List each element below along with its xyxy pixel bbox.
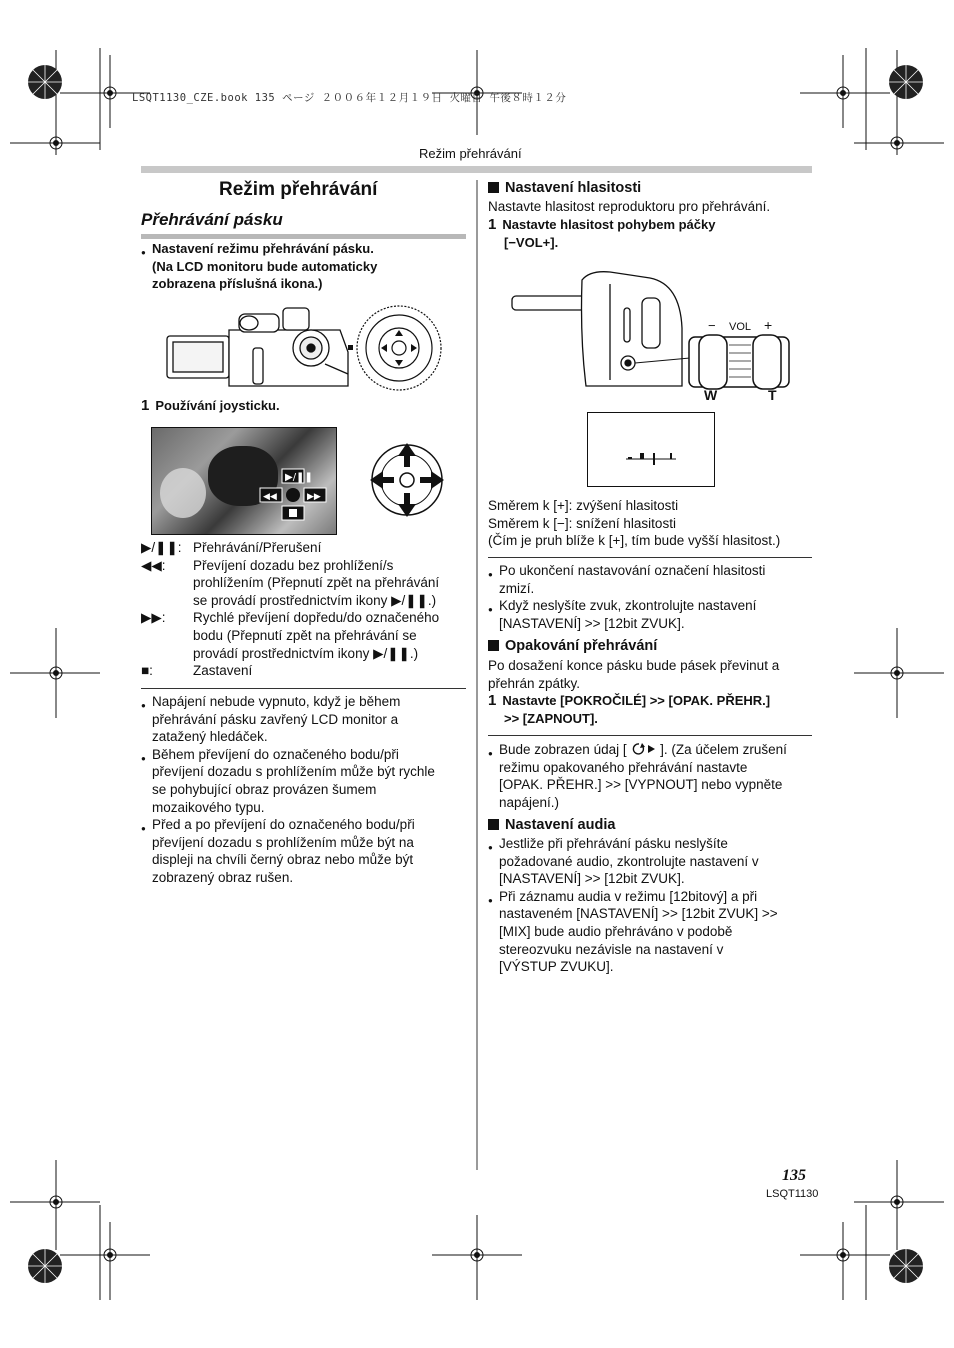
camcorder-side-illustration: [510, 268, 690, 393]
intro-line: ● Nastavení režimu přehrávání pásku.: [152, 241, 374, 256]
note-item: [488, 741, 814, 811]
note-line: [OPAK. PŘEHR.] >> [VYPNOUT] nebo vypněte: [499, 777, 783, 793]
def-text: prohlížením (Přepnutí zpět na přehrávání: [193, 575, 440, 591]
intro-line: zobrazena příslušná ikona.): [152, 276, 323, 291]
volume-lever-icon: [687, 333, 792, 391]
note-item: [488, 597, 812, 632]
note-line: ● Po ukončení nastavování označení hlasitosti: [499, 563, 766, 578]
note-line: požadované audio, zkontrolujte nastavení v: [499, 853, 759, 869]
page-title: Režim přehrávání: [219, 179, 378, 200]
note-line: [NASTAVENÍ] >> [12bit ZVUK].: [499, 615, 685, 631]
repeat-heading: Opakování přehrávání: [488, 638, 657, 654]
def-fast-forward: [141, 609, 466, 662]
print-header: LSQT1130_CZE.book 135 ページ ２００６年１２月１９日 火曜日 午後８時１２分: [132, 92, 567, 104]
intro-note: [141, 240, 472, 293]
divider: [141, 688, 466, 689]
lever-t-label: T: [768, 387, 777, 403]
svg-text:▶/❚❚: ▶/❚❚: [285, 472, 313, 483]
lever-plus-label: +: [764, 317, 773, 333]
note-line: ● Při záznamu audia v režimu [12bitový] a při: [499, 888, 758, 904]
playback-notes: [141, 693, 466, 887]
step-1: [141, 397, 280, 415]
desc-line: Směrem k [+]: zvýšení hlasitosti: [488, 498, 679, 513]
def-text: Převíjení dozadu bez prohlížení/s: [193, 557, 394, 573]
note-line: se pohybující obraz provázen šumem: [152, 781, 377, 797]
note-line: mozaikového typu.: [152, 799, 265, 815]
svg-text:▶▶: ▶▶: [307, 492, 321, 502]
def-text: bodu (Přepnutí zpět na přehrávání se: [193, 627, 417, 643]
note-line: ● Napájení nebude vypnuto, když je během: [152, 694, 401, 709]
note-line: ● Během převíjení do označeného bodu/při: [152, 746, 399, 762]
note-line: převíjení dozadu s prohlížením může být rychle: [152, 764, 435, 780]
note-line: [VÝSTUP ZVUKU].: [499, 959, 614, 975]
step-text: Nastavte [POKROČILÉ] >> [OPAK. PŘEHR.]: [502, 693, 771, 708]
note-line: [MIX] bude audio přehráváno v podobě: [499, 923, 733, 939]
note-line: [NASTAVENÍ] >> [12bit ZVUK].: [499, 871, 685, 887]
def-play-pause: [141, 539, 466, 557]
control-definitions: [141, 539, 466, 680]
step-number: 1: [488, 692, 497, 709]
note-item: [141, 693, 466, 746]
step-text: [−VOL+].: [504, 234, 559, 250]
note-item: [488, 835, 814, 888]
def-text: Rychlé převíjení dopředu/do označeného: [193, 610, 440, 626]
step-number: 1: [141, 397, 150, 414]
note-line: ● Když neslyšíte zvuk, zkontrolujte nastavení: [499, 598, 757, 614]
note-text: Bude zobrazen údaj [: [499, 742, 627, 757]
def-key: ▶▶:: [141, 610, 166, 626]
note-item: [141, 746, 466, 816]
step-number: 1: [488, 216, 497, 233]
note-line: ● Před a po převíjení do označeného bodu/při: [152, 817, 415, 833]
section-underline: [141, 234, 466, 239]
desc-line: (Čím je pruh blíže k [+], tím bude vyšší hlasitost.): [488, 533, 781, 549]
section-title: Přehrávání pásku: [141, 210, 283, 229]
repeat-notes: [488, 741, 814, 811]
note-item: [488, 562, 812, 597]
step-text: Používání joysticku.: [155, 398, 280, 413]
def-key: ▶/❚❚:: [141, 540, 182, 555]
note-line: přehrávání pásku zavřený LCD monitor a: [152, 711, 399, 727]
note-line: převíjení dozadu s prohlížením může být na: [152, 834, 414, 850]
page-number: 135: [782, 1167, 806, 1184]
lever-w-label: W: [704, 387, 718, 403]
volume-intro: Nastavte hlasitost reproduktoru pro přehrávání.: [488, 199, 771, 214]
flower-shape: [160, 468, 206, 518]
note-line: zmizí.: [499, 580, 535, 596]
svg-text:◀◀: ◀◀: [263, 492, 277, 502]
header-bar: [141, 166, 812, 173]
camcorder-illustration: [165, 302, 445, 394]
note-text: ]. (Za účelem zrušení: [660, 742, 787, 757]
volume-display-screen: [587, 412, 715, 487]
note-line: ● Jestliže při přehrávání pásku neslyšíte: [499, 836, 728, 851]
def-text: Zastavení: [193, 663, 253, 679]
def-text: se provádí prostřednictvím ikony ▶/❚❚.): [193, 592, 437, 608]
def-key: ◀◀:: [141, 557, 166, 573]
volume-heading: Nastavení hlasitosti: [488, 180, 641, 196]
def-text: Přehrávání/Přerušení: [193, 540, 322, 555]
divider: [488, 735, 812, 736]
desc-line: Směrem k [−]: snížení hlasitosti: [488, 515, 676, 531]
note-line: zatažený hledáček.: [152, 729, 268, 745]
note-line: stereozvuku nezávisle na nastavení v: [499, 941, 724, 957]
note-line: displeji na chvíli černý obraz nebo může být: [152, 852, 414, 868]
intro-line: Po dosažení konce pásku bude pásek převinut a: [488, 658, 780, 673]
intro-line: (Na LCD monitoru bude automaticky: [152, 258, 378, 274]
note-item: [488, 888, 814, 976]
column-divider: [476, 180, 478, 1170]
def-text: provádí prostřednictvím ikony ▶/❚❚.): [193, 645, 419, 661]
note-line: napájení.): [499, 794, 560, 810]
repeat-step-1: [488, 692, 818, 727]
divider: [488, 557, 812, 558]
volume-bar-icon: [588, 413, 714, 486]
note-line: [499, 741, 814, 759]
volume-description: [488, 497, 818, 550]
note-item: [141, 816, 466, 886]
step-text: >> [ZAPNOUT].: [504, 710, 598, 726]
running-header: Režim přehrávání: [419, 146, 522, 161]
def-key: ■:: [141, 663, 153, 679]
model-code: LSQT1130: [766, 1188, 819, 1200]
note-line: nastaveném [NASTAVENÍ] >> [12bit ZVUK] >>: [499, 906, 778, 922]
def-stop: [141, 662, 466, 680]
audio-notes: [488, 835, 814, 976]
joystick-icon: [369, 441, 445, 519]
step-text: Nastavte hlasitost pohybem páčky: [502, 217, 716, 232]
def-rewind: [141, 557, 466, 610]
lever-vol-label: VOL: [729, 321, 752, 333]
joystick-overlay-icon: [258, 468, 332, 524]
note-line: režimu opakovaného přehrávání nastavte: [499, 759, 748, 775]
repeat-intro: [488, 657, 818, 692]
note-line: zobrazený obraz rušen.: [152, 869, 294, 885]
volume-notes: [488, 562, 812, 632]
playback-screen-image: [151, 427, 337, 535]
repeat-play-icon: [630, 742, 656, 756]
lever-minus-label: −: [708, 318, 716, 333]
volume-step-1: [488, 216, 808, 251]
intro-line: přehrán zpátky.: [488, 675, 581, 691]
audio-heading: Nastavení audia: [488, 817, 615, 833]
